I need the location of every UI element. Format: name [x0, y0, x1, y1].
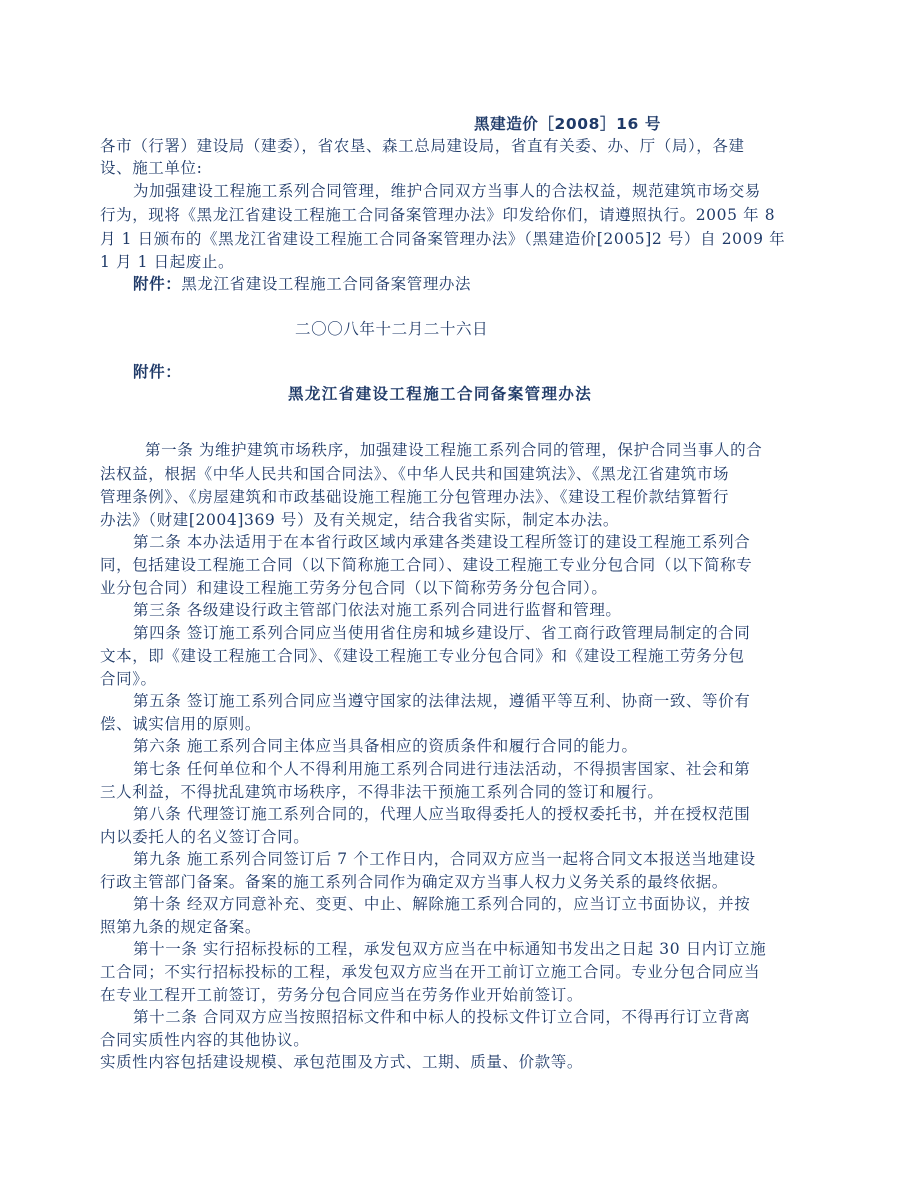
article-line: 第十二条 合同双方应当按照招标文件和中标人的投标文件订立合同，不得再行订立背离: [133, 1008, 751, 1026]
article-line: 合同实质性内容的其他协议。: [100, 1031, 310, 1049]
article-line: 内以委托人的名义签订合同。: [100, 828, 310, 846]
article-line: 法权益，根据《中华人民共和国合同法》、《中华人民共和国建筑法》、《黑龙江省建筑市场: [100, 465, 730, 483]
article-line: 文本，即《建设工程施工合同》、《建设工程施工专业分包合同》和《建设工程施工劳务分包: [100, 647, 745, 665]
addressee-line: 设、施工单位:: [100, 159, 203, 177]
article-line: 合同》。: [100, 670, 157, 688]
attachment-note-label: 附件：: [133, 275, 182, 293]
article-line: 办法》（财建[2004]369 号）及有关规定，结合我省实际，制定本办法。: [100, 511, 620, 529]
intro-line: 为加强建设工程施工系列合同管理，维护合同双方当事人的合法权益，规范建筑市场交易: [133, 182, 761, 200]
article-line: 第八条 代理签订施工系列合同的，代理人应当取得委托人的授权委托书，并在授权范围: [133, 805, 751, 823]
article-line: 行政主管部门备案。备案的施工系列合同作为确定双方当事人权力义务关系的最终依据。: [100, 873, 728, 891]
addressee-line: 各市（行署）建设局（建委），省农垦、森工总局建设局，省直有关委、办、厅（局），各建: [100, 137, 745, 155]
article-line: 工合同；不实行招标投标的工程，承发包双方应当在开工前订立施工合同。专业分包合同应当: [100, 963, 761, 981]
intro-line: 1 月 1 日起废止。: [100, 253, 235, 271]
attachment-label: 附件：: [133, 363, 182, 381]
article-line: 第一条 为维护建筑市场秩序，加强建设工程施工系列合同的管理，保护合同当事人的合: [145, 441, 763, 459]
article-line: 同，包括建设工程施工合同（以下简称施工合同）、建设工程施工专业分包合同（以下简称专: [100, 556, 753, 574]
article-line: 第三条 各级建设行政主管部门依法对施工系列合同进行监督和管理。: [133, 601, 622, 619]
article-line: 照第九条的规定备案。: [100, 918, 262, 936]
issue-date: 二〇〇八年十二月二十六日: [295, 320, 489, 338]
article-line: 第七条 任何单位和个人不得利用施工系列合同进行违法活动，不得损害国家、社会和第: [133, 760, 751, 778]
article-line: 业分包合同）和建设工程施工劳务分包合同（以下简称劳务分包合同）。: [100, 579, 608, 597]
intro-line: 月 1 日颁布的《黑龙江省建设工程施工合同备案管理办法》（黑建造价[2005]2 号）自 2009 年: [100, 230, 786, 248]
document-number: 黑建造价［2008］16 号: [474, 115, 662, 133]
attachment-note-text: 黑龙江省建设工程施工合同备案管理办法: [181, 275, 472, 293]
article-line: 实质性内容包括建设规模、承包范围及方式、工期、质量、价款等。: [100, 1053, 584, 1071]
article-line: 三人利益，不得扰乱建筑市场秩序，不得非法干预施工系列合同的签订和履行。: [100, 783, 664, 801]
article-line: 偿、诚实信用的原则。: [100, 715, 262, 733]
article-line: 第四条 签订施工系列合同应当使用省住房和城乡建设厅、省工商行政管理局制定的合同: [133, 624, 751, 642]
intro-line: 行为，现将《黑龙江省建设工程施工合同备案管理办法》印发给你们，请遵照执行。2005 年 8: [100, 206, 776, 224]
article-line: 第六条 施工系列合同主体应当具备相应的资质条件和履行合同的能力。: [133, 737, 638, 755]
article-line: 第十一条 实行招标投标的工程，承发包双方应当在中标通知书发出之日起 30 日内订立施: [133, 940, 767, 958]
article-line: 在专业工程开工前签订，劳务分包合同应当在劳务作业开始前签订。: [100, 986, 584, 1004]
article-line: 第二条 本办法适用于在本省行政区域内承建各类建设工程所签订的建设工程施工系列合: [133, 533, 751, 551]
document-title: 黑龙江省建设工程施工合同备案管理办法: [288, 385, 593, 403]
article-line: 第九条 施工系列合同签订后 7 个工作日内，合同双方应当一起将合同文本报送当地建设: [133, 850, 756, 868]
attachment-note: [133, 273, 920, 295]
article-line: 管理条例》、《房屋建筑和市政基础设施工程施工分包管理办法》、《建设工程价款结算暂行: [100, 488, 730, 506]
article-line: 第十条 经双方同意补充、变更、中止、解除施工系列合同的，应当订立书面协议，并按: [133, 895, 751, 913]
article-line: 第五条 签订施工系列合同应当遵守国家的法律法规，遵循平等互利、协商一致、等价有: [133, 692, 751, 710]
